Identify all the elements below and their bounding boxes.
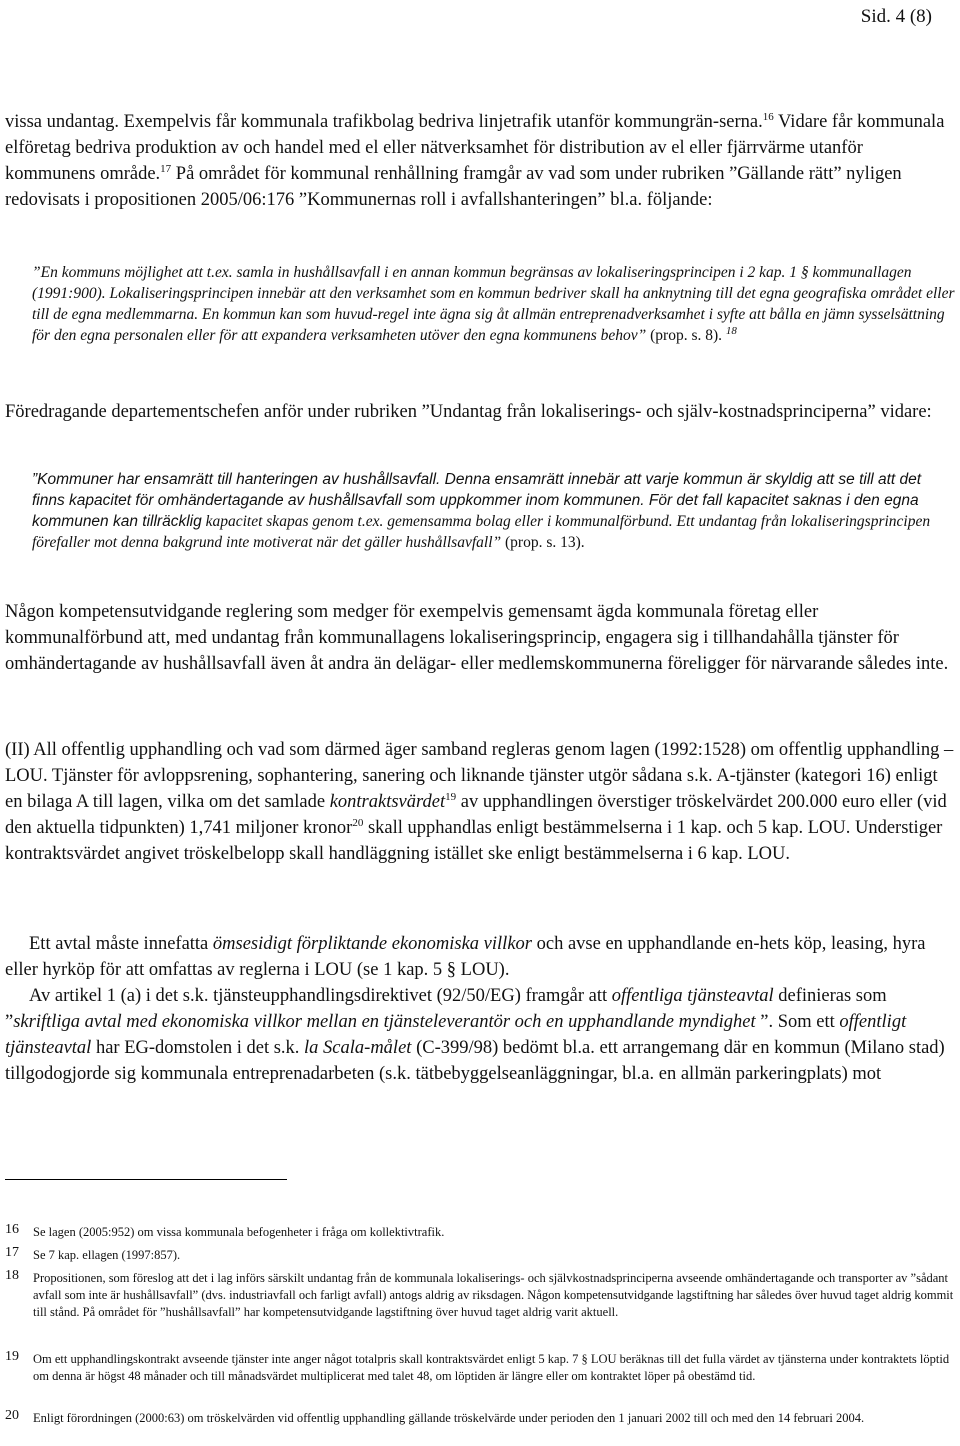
footnote-18: 18 Propositionen, som föreslog att det i lag införs särskilt undantag från de kommunala lokaliserings- och självkostnadsprinciperna avseende omhändertagande och transporter av ”sådant avfall som inte är hushållsavfall” (dvs. industriavfall och farligt avfall) antogs aldrig av riksdagen. Någon kompetensutvidgande lagstiftning har således över huvud taget aldrig kommit till stånd. På området för ”hushållsavfall” har kompetensutvidgande lagstiftning över huvud taget aldrig varit aktuell. <box>5 1268 954 1319</box>
paragraph-article: Av artikel 1 (a) i det s.k. tjänsteupphandlingsdirektivet (92/50/EG) framgår att offentliga tjänsteavtal definieras som ”skriftliga avtal med ekonomiska villkor mellan en tjänsteleverantör och en upphandlande myndighet ”. Som ett offentligt tjänsteavtal har EG-domstolen i det s.k. la Scala-målet (C-399/98) bedömt bl.a. ett arrangemang där en kommun (Milano stad) tillgodogjorde sig kommunala entreprenadarbeten (s.k. tätbebyggelseanläggningar, bl.a. en allmän parkeringplats) mot <box>5 986 945 1084</box>
footnote-20: 20 Enligt förordningen (2000:63) om tröskelvärden vid offentlig upphandling gällande tröskelvärde under perioden den 1 januari 2002 till och med den 14 februari 2004. <box>5 1408 865 1425</box>
footnote-ref-17[interactable]: 17 <box>160 162 172 175</box>
quote-proposition: ”En kommuns möjlighet att t.ex. samla in hushållsavfall i en annan kommun begränsas av lokaliseringsprincipen i 2 kap. 1 § kommunallagen (1991:900). Lokaliseringsprincipen innebär att den verksamhet som en kommun bedriver skall ha anknytning till det egna geografiska området eller till de egna medlemmarna. En kommun kan som huvud-regel inte ägna sig åt allmän entreprenadverksamhet i syfte att bålla en jämn sysselsättning för den egna personalen eller för att expandera verksamheten utöver den egna kommunens behov” (prop. s. 8). $^{18}$ <box>32 264 955 344</box>
paragraph-exceptions: vissa undantag. Exempelvis får kommunala trafikbolag bedriva linjetrafik utanför kommungrän-serna.$^{16}$ Vidare får kommunala elföretag bedriva produktion av och handel med el eller nätverksamhet för distribution av el eller fjärrvärme utanför kommunens område.$^{17}$ På området för kommunal renhållning framgår av vad som under rubriken ”Gällande rätt” nyligen redovisats i propositionen 2005/06:176 ”Kommunernas roll i avfallshanteringen” bl.a. följande: <box>5 110 945 210</box>
paragraph-department-head: Föredragande departementschefen anför under rubriken ”Undantag från lokaliserings- och själv-kostnadsprinciperna” vidare: <box>5 402 932 422</box>
paragraph-procurement: (II) All offentlig upphandling och vad som därmed äger samband regleras genom lagen (1992:1528) om offentlig upphandling – LOU. Tjänster för avloppsrening, sophantering, sanering och liknande tjänster utgör sådana s.k. A-tjänster (kategori 16) enligt en bilaga A till lagen, vilka om det samlade kontraktsvärdet$^{19}$ av upphandlingen överstiger tröskelvärdet 200.000 euro eller (vid den aktuella tidpunkten) 1,741 miljoner kronor$^{20}$ skall upphandlas enligt bestämmelserna i 1 kap. och 5 kap. LOU. Understiger kontraktsvärdet angivet tröskelbelopp skall handläggning istället ske enligt bestämmelserna i 6 kap. LOU. <box>5 740 954 864</box>
footnote-separator <box>5 1179 287 1180</box>
footnote-ref-18[interactable]: 18 <box>725 324 737 337</box>
paragraph-competence: Någon kompetensutvidgande reglering som medger för exempelvis gemensamt ägda kommunala företag eller kommunalförbund att, med undantag från kommunallagens lokaliseringsprincip, engagera sig i tillhandahålla tjänster för omhändertagande av hushållsavfall även åt andra än delägar- eller medlemskommunerna föreligger för närvarande således inte. <box>5 602 949 674</box>
footnote-ref-16[interactable]: 16 <box>762 110 774 123</box>
footnote-16: 16 Se lagen (2005:952) om vissa kommunala befogenheter i fråga om kollektivtrafik. <box>5 1222 445 1239</box>
footnote-17: 17 Se 7 kap. ellagen (1997:857). <box>5 1245 181 1262</box>
paragraph-contract: Ett avtal måste innefatta ömsesidigt förpliktande ekonomiska villkor och avse en upphandlande en-hets köp, leasing, hyra eller hyrköp för att omfattas av reglerna i LOU (se 1 kap. 5 § LOU). <box>5 934 926 980</box>
page-number: Sid. 4 (8) <box>860 6 932 27</box>
footnote-ref-19[interactable]: 19 <box>445 790 457 803</box>
quote-exclusive-right: ”Kommuner har ensamrätt till hanteringen av hushållsavfall. Denna ensamrätt innebär att varje kommun är skyldig att se till att det finns kapacitet för omhändertagande av hushållsavfall som uppkommer inom kommunen. För det fall kapacitet saknas i den egna kommunen kan tillräcklig kapacitet skapas genom t.ex. gemensamma bolag eller i kommunalförbund. Ett undantag från lokaliseringsprincipen förefaller mot denna bakgrund inte motiverat när det gäller hushållsavfall” (prop. s. 13). <box>32 471 931 551</box>
footnote-ref-20[interactable]: 20 <box>352 816 364 829</box>
footnote-19: 19 Om ett upphandlingskontrakt avseende tjänster inte anger något totalpris skall kontraktsvärdet enligt 5 kap. 7 § LOU beräknas till det fulla värdet av tjänsterna under kontraktets löptid om denna är högst 48 månader och till månadsvärdet multiplicerat med talet 48, om löptiden är längre eller om kontraktet löper på obestämd tid. <box>5 1349 950 1383</box>
